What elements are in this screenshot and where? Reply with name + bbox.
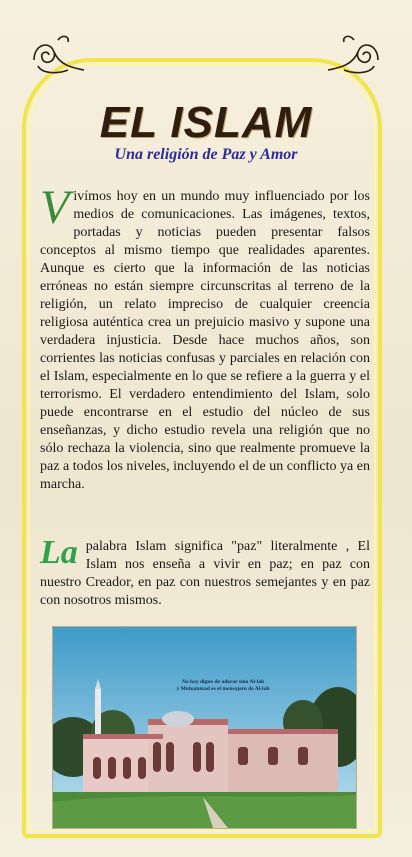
dropcap-la: La [40, 534, 78, 571]
islam-meaning-text: palabra Islam significa "paz" literalmente , El Islam nos enseña a vivir en paz; en paz con nuestro Creador, en paz con nuestros semejantes y en paz con nosotros mismos. [40, 539, 370, 608]
photo-caption-line-1: No hay digno de adorar sino Al-lah [181, 679, 265, 685]
intro-paragraph-text: ivímos hoy en un mundo muy influenciado por los medios de comunicaciones. Las imágenes, textos, portadas y noticias pueden presentar falsos conceptos al mismo tiempo que realidades aparentes. Aunque es cierto que la información de las noticias erróneas no están siempre circunscritas al terreno de la religión, un relato impreciso de cualquier creencia religiosa auténtica crea un prejuicio masivo y supone una verdadera injusticia. Desde hace muchos años, son corrientes las noticias confusas y parciales en relación con el Islam, especialmente en lo que se refiere a la guerra y el terrorismo. El verdadero entendimiento del Islam, solo puede encontrarse en el estudio del núcleo de sus enseñanzas, y dicho estudio revela una religión que no sólo rechaza la violencia, sino que realmente promueve la paz a todos los niveles, incluyendo el de un conflicto ya en marcha. [40, 189, 370, 492]
dropcap-v: V [40, 181, 70, 234]
islam-meaning-paragraph [40, 534, 370, 610]
intro-paragraph [40, 181, 370, 494]
photo-caption [148, 679, 298, 693]
page-subtitle: Una religión de Paz y Amor [114, 146, 298, 163]
mosque-illustration [53, 627, 356, 828]
right-scroll-ornament-icon [324, 30, 384, 80]
photo-caption-line-2: y Muhammad es el mensajero de Al-lah [176, 686, 270, 692]
left-scroll-ornament-icon [28, 30, 88, 80]
page-title: EL ISLAM [99, 98, 313, 147]
mosque-photo [52, 626, 357, 829]
